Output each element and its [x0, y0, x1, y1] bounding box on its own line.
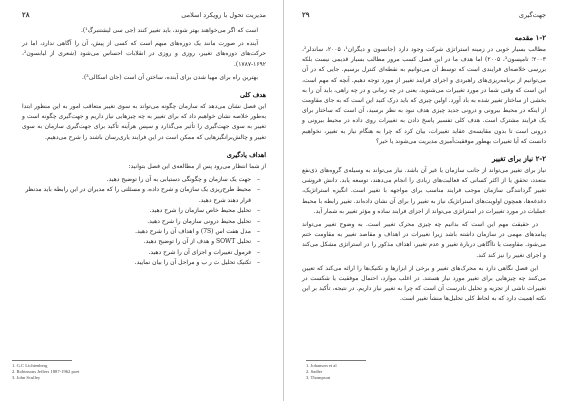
quote-paragraph-1: است که اگر می‌خواهند بهتر شوند، باید تغییر کنند (جی سی لیشتنبرگ¹). — [80, 27, 258, 34]
left-page-number: ۲۸ — [22, 10, 30, 19]
section-2-paragraph: نیاز برای تغییر می‌تواند از جانب سازمان یا غیر آن باشد. نیاز می‌تواند به وسیله‌ی گروه‌های ذی‌نفع متعدد، تحقق یا از اکثر کسانی که فعالیت‌های زیادی را انجام می‌دهند، توسعه یابد. دانش فروشی تغییر گردانندگی سازمان موجب فرایند مناسب برای مواجهه با تغییر است. انگیزه استراتژیک، دغدغه‌ها، همچون اولویت‌های استراتژیک نیاز به تغییر را برای آن نشان داده‌اند. تغییر رابطه با محیط عملیات در مورد تغییرات در استراتژی می‌تواند از اجزای فرایند ساده و مؤثر تغییر به شمار آید. — [302, 167, 546, 215]
footnote-rule — [306, 360, 366, 361]
objective-item: – فرمول تغییرات و اجزای آن را شرح دهید. — [22, 248, 260, 258]
right-page — [284, 0, 568, 401]
right-running-title: جهت‌گیری — [518, 11, 546, 19]
right-page-number: ۲۹ — [302, 10, 310, 19]
left-footnotes — [12, 360, 262, 381]
footnote: 3. John Sculley — [12, 375, 41, 380]
objectives-list — [22, 175, 266, 269]
section-2-paragraph: در حقیقت مهم این است که بدانیم چه چیزی محرک تغییر است. به وضوح تغییر می‌تواند پیامدهای مهمی در سازمان داشته باشد زیرا تغییرات در اهداف و مقاصد تغییر به مقاومت ختم می‌شود. مقاومت یا ناآگاهی دربارهٔ تغییر و عدم تغییر، اهداف مذکور را در استراتژی مشکل می‌کند و اجرای تغییر را نیز کند کند. — [302, 221, 546, 259]
goal-paragraph: این فصل نشان می‌دهد که سازمان چگونه می‌تواند به سوی تغییر متعاقب امور به این منظور ابتدا به‌طور خلاصه نشان خواهیم داد که برای تغییر به چه چیزهایی نیاز داریم و جهت‌گیری چگونه است و تغییر به سوی جهت‌گیری را تأثیر می‌گذارد و سپس هرآینه تأکید برای جهت‌گیری سازمان به سوی تغییر و چالش‌برانگیز‌هایی که ممکن است در این فرایند یاری‌رسان باشند را شرح می‌دهیم. — [22, 103, 266, 141]
right-page-header — [302, 10, 546, 26]
objective-item: – تحلیل محیط درونی سازمان را شرح دهید. — [22, 217, 260, 227]
footnote: 1. G.C Lichtenberg — [12, 363, 48, 368]
objectives-heading: اهداف یادگیری — [226, 150, 266, 159]
footnote: 2. Robinsons Jeffers 1887-1962 poet — [12, 369, 80, 374]
objective-item: – جهت یک سازمان و چگونگی دستیابی به آن را توضیح دهید. — [22, 175, 260, 185]
left-running-title: مدیریت تحول با رویکرد اسلامی — [181, 11, 266, 19]
footnote: 1. Johanson et al — [306, 363, 337, 368]
objective-item: – تحلیل محیط خاص سازمان را شرح دهید. — [22, 206, 260, 216]
objective-item: – تکنیک تحلیل ث ر ب و مراحل آن را بیان نمایید. — [22, 258, 260, 268]
section-1-paragraph: مطالب بسیار خوبی در زمینه استراتژی شرکت وجود دارد (جانسون و دیگران¹، ۲۰۰۵، ساندلر²، ۲۰۰۳؛ تامپسون³، ۲۰۰۵) اما هدف ما در این فصل کسب مرور مطالب بسیار قدیمی نیست بلکه بررسی خلاصه‌ای فرایندی است که توسط آن می‌توانیم به نقطه‌ای کنترل برسیم. جایی که در آن می‌توانیم از برنامه‌ریزی‌های راهبردی و اجرای فرایند تغییر از مورد توجه دهیم. آنچه که مهم است، این است که وقتی شما در مورد تغییرات می‌شنوید، یعنی در چه زمانی و در چه راهی، باید آن را به بخشی از ساختار تغییر شده به باد آورد. اولین چیزی که باید درک کنید این است که به جای مقاومت از اینکه در محیط بیرونی و درونی جدید چیزی هدف نبود به نظر برسید، آن است که ساختار برای یک فرایند مشترک است. هدف کلی تفسیر پاسخ دادن به تغییرات روی داده در محیط بیرونی و درونی است تا بدون مقایسه‌ی عقاید تغییرات، بیان کرد که چرا به هنگام نیاز به تغییر، نخواهیم دانست که آیا تغییرات بهطور موفقیت‌آمیزی مدیریت می‌شوند یا خیر؟ — [302, 46, 546, 145]
objective-item: – تحلیل SOWT و هدف از آن را توضیح دهید. — [22, 237, 260, 247]
objective-item: – مدل هفت اس (7S) و اهداف آن را شرح دهید. — [22, 227, 260, 237]
quote-paragraph-2: آینده در صورت مانند یک دوره‌های مبهم است که کسی از پیش، آن را آگاهی ندارد، اما در حرکت‌های دوره‌های تغییر، روزی و روزی در انقلابات احساس می‌شود (شعری از لیابسون²، ۱۶۹۲-۱۷۸۷). — [22, 40, 266, 68]
footnote: 2. Sadler — [306, 369, 323, 374]
section-2-paragraph: این فصل نگاهی دارد به محرک‌های تغییر و برخی از ابزارها و تکنیک‌ها را ارائه می‌کند که تعیین می‌کنند چه چیزهایی برای تغییر مورد نیاز هستند. در اغلب موارد، احتمال موفقیت یا شکست در تغییرات ناشی از تجزیه و تحلیل نادرست آن است که چرا به تغییر نیاز داریم. در نتیجه، تأکید بر این نکته اهمیت دارد که به لحاظ کلی تحلیل‌ها منشأ تغییر است. — [302, 264, 546, 303]
quote-paragraph-3: بهترین راه برای مهیا شدن برای آینده، ساختن آن است (جان اسکالی³). — [82, 73, 258, 81]
footnote-rule — [12, 360, 72, 361]
right-footnotes — [306, 360, 546, 381]
footnote: 3. Thompson — [306, 375, 331, 380]
section-2-heading: ۲-۲ نیاز برای تغییر — [492, 154, 546, 164]
left-page-header — [22, 10, 266, 26]
objectives-intro: از شما انتظار می‌رود پس از مطالعه‌ی این فصل بتوانید: — [128, 162, 266, 170]
section-1-heading: ۱-۲ مقدمه — [514, 33, 546, 42]
objective-item: – محیط طرح‌ریزی یک سازمان و شرح داده، و مسئلتی را که مدیران در این رابطه باید مدنظر قرار دهند شرح دهید. — [22, 185, 260, 206]
goal-heading: هدف کلی — [239, 91, 266, 100]
